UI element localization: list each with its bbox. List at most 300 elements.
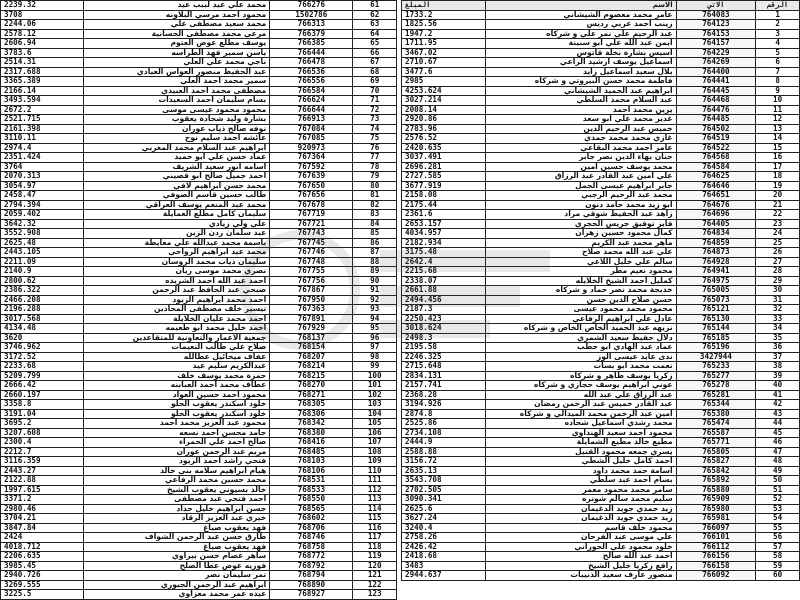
index-cell: 6: [756, 58, 800, 68]
name-cell: سالم علي خليل اللاعي: [485, 257, 676, 267]
amount-cell: 3677.919: [402, 181, 486, 191]
code-cell: 768485: [270, 447, 353, 457]
amount-cell: 2070.313: [1, 172, 84, 182]
right-table-row: [402, 267, 800, 277]
name-cell: عبد القادر خميس عبد الرحمن رمضان: [485, 400, 676, 410]
code-cell: 764584: [676, 162, 756, 172]
code-cell: 764269: [676, 58, 756, 68]
index-cell: 90: [353, 276, 397, 286]
amount-cell: 2215.68: [402, 267, 486, 277]
index-cell: 106: [353, 428, 397, 438]
right-table-row: [402, 181, 800, 191]
name-cell: زاهد عبد الحفيظ شوقي مراد: [485, 210, 676, 220]
index-cell: 110: [353, 466, 397, 476]
amount-cell: 3175.48: [402, 248, 486, 258]
code-cell: 768890: [270, 580, 353, 590]
amount-cell: 2239.32: [1, 1, 84, 11]
name-cell: محمود نعيم مطر: [485, 267, 676, 277]
name-cell: احمد محمد عليان الخلايلة: [84, 314, 270, 324]
amount-cell: 4018.712: [1, 542, 84, 552]
right-table-row: [402, 476, 800, 486]
index-cell: 24: [756, 229, 800, 239]
amount-cell: 3365.389: [1, 77, 84, 87]
right-table-row: [402, 162, 800, 172]
index-cell: 22: [756, 210, 800, 220]
amount-cell: 2834.131: [402, 371, 486, 381]
index-cell: 52: [756, 495, 800, 505]
left-table-row: [1, 115, 397, 125]
amount-cell: 2246.325: [402, 352, 486, 362]
name-cell: مريم عبد الرحمن عوران: [84, 447, 270, 457]
code-cell: 764625: [676, 172, 756, 182]
name-cell: محمود احمد مرسي البلاونه: [84, 10, 270, 20]
right-table-row: [402, 362, 800, 372]
index-cell: 121: [353, 571, 397, 581]
name-cell: ساهر عصام حسن بيراوي: [84, 552, 270, 562]
index-cell: 76: [353, 143, 397, 153]
right-table-row: [402, 466, 800, 476]
code-cell: 766913: [270, 115, 353, 125]
amount-cell: 2494.456: [402, 295, 486, 305]
code-cell: 764834: [676, 229, 756, 239]
right-table-row: [402, 371, 800, 381]
amount-cell: 2426.42: [402, 542, 486, 552]
name-cell: احمد عبد الله صالح: [485, 552, 676, 562]
left-table-row: [1, 523, 397, 533]
right-table-row: [402, 29, 800, 39]
name-cell: حنان بهاء الدين نصر جابر: [485, 153, 676, 163]
amount-cell: 3627.24: [402, 514, 486, 524]
name-cell: علي عبد الله محمد صلاح: [485, 248, 676, 258]
code-cell: 768533: [270, 485, 353, 495]
amount-cell: 4134.48: [1, 324, 84, 334]
header-row: [402, 1, 800, 11]
right-table-row: [402, 86, 800, 96]
index-cell: 123: [353, 590, 397, 600]
code-cell: 765981: [676, 514, 756, 524]
code-cell: 765344: [676, 400, 756, 410]
index-cell: 47: [756, 447, 800, 457]
index-cell: 115: [353, 514, 397, 524]
amount-cell: 4034.957: [402, 229, 486, 239]
name-cell: صبحي عبد الحافظ عبد الرحمن: [84, 286, 270, 296]
index-cell: 103: [353, 400, 397, 410]
name-cell: محمد حسين محمد الرفاعي: [84, 476, 270, 486]
name-cell: محمد عيد ابراهيم الرواحي: [84, 248, 270, 258]
left-table-row: [1, 86, 397, 96]
index-cell: 3: [756, 29, 800, 39]
code-cell: 768154: [270, 343, 353, 353]
name-cell: رافع زكريا خليل الشيخ: [485, 561, 676, 571]
right-table-row: [402, 20, 800, 30]
right-table-row: [402, 39, 800, 49]
code-cell: 764859: [676, 238, 756, 248]
amount-cell: 3477.6: [402, 67, 486, 77]
amount-cell: 2368.28: [402, 390, 486, 400]
amount-cell: 2985: [402, 77, 486, 87]
code-cell: 767363: [270, 305, 353, 315]
amount-cell: 3552.908: [1, 229, 84, 239]
name-cell: كمال محمود حسين زهران: [485, 229, 676, 239]
right-table-row: [402, 276, 800, 286]
right-table-row: [402, 210, 800, 220]
index-cell: 92: [353, 295, 397, 305]
right-table-row: [402, 191, 800, 201]
amount-cell: 3704.21: [1, 514, 84, 524]
amount-cell: 2443.105: [1, 248, 84, 258]
left-table-row: [1, 124, 397, 134]
amount-cell: 3194.926: [402, 400, 486, 410]
index-cell: 5: [756, 48, 800, 58]
code-cell: 768706: [270, 523, 353, 533]
name-cell: احمد خليل محمد ابو طعيمه: [84, 324, 270, 334]
code-cell: 768794: [270, 571, 353, 581]
index-cell: 122: [353, 580, 397, 590]
index-cell: 85: [353, 229, 397, 239]
code-cell: 766584: [270, 86, 353, 96]
amount-cell: 2351.424: [1, 153, 84, 163]
name-cell: بلال سعيد اسماعيل زايد: [485, 67, 676, 77]
name-cell: كمليل احمد الشيخ الخلايله: [485, 276, 676, 286]
index-cell: 72: [353, 105, 397, 115]
index-cell: 113: [353, 495, 397, 505]
name-cell: نوفه صالح ذياب عوران: [84, 124, 270, 134]
amount-cell: 3090.341: [402, 495, 486, 505]
right-table-row: [402, 10, 800, 20]
index-cell: 91: [353, 286, 397, 296]
name-cell: منصور عارف سعيد الذنيبات: [485, 571, 676, 581]
code-cell: 764229: [676, 48, 756, 58]
amount-cell: 2444.9: [402, 438, 486, 448]
index-cell: 28: [756, 267, 800, 277]
code-cell: 765121: [676, 305, 756, 315]
name-cell: محمد سعيد مصطفى علي: [84, 20, 270, 30]
right-table-row: [402, 295, 800, 305]
left-table-row: [1, 542, 397, 552]
index-cell: 40: [756, 381, 800, 391]
right-table-row: [402, 219, 800, 229]
right-table-row: [402, 58, 800, 68]
code-cell: 764441: [676, 77, 756, 87]
name-cell: عبد الحفيظ منصور العواس العبادي: [84, 67, 270, 77]
code-cell: 764400: [676, 67, 756, 77]
amount-cell: 3191.04: [1, 409, 84, 419]
name-cell: خالد بسيوني يعقوب الشيخ: [84, 485, 270, 495]
right-table-row: [402, 96, 800, 106]
code-cell: 766444: [270, 48, 353, 58]
amount-cell: 3543.708: [402, 476, 486, 486]
left-table-row: [1, 29, 397, 39]
name-cell: سليم محمد سالم شوتره: [485, 495, 676, 505]
code-cell: 766092: [676, 571, 756, 581]
index-cell: 112: [353, 485, 397, 495]
right-table-row: [402, 333, 800, 343]
code-cell: 767650: [270, 181, 353, 191]
index-cell: 55: [756, 523, 800, 533]
code-cell: 767721: [270, 219, 353, 229]
right-table-row: [402, 200, 800, 210]
amount-cell: 2920.86: [402, 115, 486, 125]
name-cell: طارق حسن عبد الرحمن الشواف: [84, 533, 270, 543]
amount-cell: 2653.157: [402, 219, 486, 229]
name-cell: صلاح علي طالب النعيمات: [84, 343, 270, 353]
index-cell: 19: [756, 181, 800, 191]
name-cell: عبد السلام محمد السلطي: [485, 96, 676, 106]
amount-cell: 2944.637: [402, 571, 486, 581]
right-table-row: [402, 48, 800, 58]
amount-cell: 2317.688: [1, 67, 84, 77]
code-cell: 765842: [676, 466, 756, 476]
amount-cell: 1997.615: [1, 485, 84, 495]
code-cell: 766313: [270, 20, 353, 30]
name-cell: خلود اسكندر يعقوب الحلو: [84, 409, 270, 419]
name-cell: بسام احمد عبد سلطي: [485, 476, 676, 486]
amount-cell: 2443.27: [1, 466, 84, 476]
name-cell: علي موسى عبد الفرحان: [485, 533, 676, 543]
amount-cell: 3493.594: [1, 96, 84, 106]
name-cell: فهد يعقوب صياغ: [84, 542, 270, 552]
left-table-row: [1, 276, 397, 286]
name-cell: محمد رشدي اسماعيل شحاده: [485, 419, 676, 429]
amount-cell: 2661.88: [402, 286, 486, 296]
code-cell: 765277: [676, 371, 756, 381]
code-cell: 768565: [270, 504, 353, 514]
name-cell: بشارة وليد شحادة يعقوب: [84, 115, 270, 125]
name-cell: محمود احمد حسين العواد: [84, 390, 270, 400]
name-cell: عبد الرحيم علي نمر علي و شركاه: [485, 29, 676, 39]
left-table: [0, 0, 397, 600]
amount-cell: 2250.423: [402, 314, 486, 324]
index-cell: 42: [756, 400, 800, 410]
name-cell: احمد فتحي عبد مصطفى: [84, 495, 270, 505]
right-table-row: [402, 447, 800, 457]
name-cell: ابراهيم عبد الرحمن الجبوري: [84, 580, 270, 590]
left-table-row: [1, 238, 397, 248]
code-cell: 768550: [270, 495, 353, 505]
amount-cell: 3764: [1, 162, 84, 172]
left-table-row: [1, 77, 397, 87]
amount-cell: 3620: [1, 333, 84, 343]
right-table-row: [402, 238, 800, 248]
index-cell: 74: [353, 124, 397, 134]
index-cell: 120: [353, 561, 397, 571]
index-cell: 70: [353, 86, 397, 96]
name-cell: نزيهه عبد الحميد الخاص الخاص و شركاه: [485, 324, 676, 334]
name-cell: طالب حسين قاسم الصوفي: [84, 191, 270, 201]
code-cell: 767592: [270, 162, 353, 172]
code-cell: 768271: [270, 390, 353, 400]
index-cell: 78: [353, 162, 397, 172]
index-cell: 60: [756, 571, 800, 581]
left-table-row: [1, 314, 397, 324]
amount-cell: 2758.26: [402, 533, 486, 543]
left-table-row: [1, 67, 397, 77]
name-cell: محمد عبد المنعم يوسف العراقي: [84, 200, 270, 210]
amount-cell: 3027.214: [402, 96, 486, 106]
amount-cell: 2059.402: [1, 210, 84, 220]
code-cell: 766556: [270, 77, 353, 87]
name-cell: عبد الرزاق علي عبد الله: [485, 390, 676, 400]
right-table-row: [402, 77, 800, 87]
index-cell: 99: [353, 362, 397, 372]
code-cell: 764522: [676, 143, 756, 153]
code-cell: 764083: [676, 10, 756, 20]
name-cell: اسماعيل يوسف ارشيد الراعي: [485, 58, 676, 68]
amount-cell: 2702.505: [402, 485, 486, 495]
left-table-row: [1, 181, 397, 191]
left-table-row: [1, 200, 397, 210]
code-cell: 765827: [676, 457, 756, 467]
amount-cell: 2576.52: [402, 134, 486, 144]
right-table-row: [402, 305, 800, 315]
index-cell: 63: [353, 20, 397, 30]
index-cell: 64: [353, 29, 397, 39]
index-cell: 11: [756, 105, 800, 115]
header-amount: المبلغ: [402, 1, 486, 11]
code-cell: 765278: [676, 381, 756, 391]
code-cell: 765144: [676, 324, 756, 334]
code-cell: 764651: [676, 191, 756, 201]
amount-cell: 3783.6: [1, 48, 84, 58]
index-cell: 21: [756, 200, 800, 210]
amount-cell: 3110.11: [1, 134, 84, 144]
code-cell: 767748: [270, 257, 353, 267]
code-cell: 764873: [676, 248, 756, 258]
index-cell: 20: [756, 191, 800, 201]
name-cell: خلود محمود علي الحوراني: [485, 542, 676, 552]
index-cell: 101: [353, 381, 397, 391]
code-cell: 766478: [270, 58, 353, 68]
left-table-row: [1, 590, 397, 600]
index-cell: 86: [353, 238, 397, 248]
index-cell: 57: [756, 542, 800, 552]
name-cell: يزين محمد احمد: [485, 105, 676, 115]
amount-cell: 3642.32: [1, 219, 84, 229]
name-cell: زينب احمد عربي رديس: [485, 20, 676, 30]
name-cell: حامد محسن احمد نسعه: [84, 428, 270, 438]
index-cell: 116: [353, 523, 397, 533]
name-cell: ايمن عبد الله علي ابو سنينة: [485, 39, 676, 49]
amount-cell: 2233.68: [1, 362, 84, 372]
right-table-row: [402, 400, 800, 410]
index-cell: 17: [756, 162, 800, 172]
name-cell: عادل علي ابراهيم الرفاعي: [485, 314, 676, 324]
code-cell: 767756: [270, 276, 353, 286]
code-cell: 765880: [676, 485, 756, 495]
name-cell: احمد كامل خليل الشطي: [485, 457, 676, 467]
amount-cell: 2588.88: [402, 447, 486, 457]
index-cell: 9: [756, 86, 800, 96]
amount-cell: 2300.4: [1, 438, 84, 448]
header-code: الاتي: [676, 1, 756, 11]
right-table-row: [402, 352, 800, 362]
right-table-row: [402, 124, 800, 134]
index-cell: 51: [756, 485, 800, 495]
name-cell: محمود محمد محمود عيسى: [485, 305, 676, 315]
name-cell: خلود اسكندر يعقوب الحلو: [84, 400, 270, 410]
index-cell: 69: [353, 77, 397, 87]
code-cell: 765587: [676, 428, 756, 438]
code-cell: 768792: [270, 561, 353, 571]
index-cell: 33: [756, 314, 800, 324]
code-cell: 764941: [676, 267, 756, 277]
index-cell: 81: [353, 191, 397, 201]
name-cell: محمود محمود عيسى موسى: [84, 105, 270, 115]
code-cell: 768305: [270, 400, 353, 410]
code-cell: 765185: [676, 333, 756, 343]
code-cell: 764468: [676, 96, 756, 106]
left-table-row: [1, 561, 397, 571]
left-table-row: [1, 476, 397, 486]
amount-cell: 1947.2: [402, 29, 486, 39]
amount-cell: 2498.3: [402, 333, 486, 343]
index-cell: 97: [353, 343, 397, 353]
name-cell: عامر احمد محمد البقاعي: [485, 143, 676, 153]
code-cell: 766379: [270, 29, 353, 39]
amount-cell: 2696.281: [402, 162, 486, 172]
index-cell: 82: [353, 200, 397, 210]
name-cell: غازي محمد محمد حمدي: [485, 134, 676, 144]
amount-cell: 2635.13: [402, 466, 486, 476]
code-cell: 767678: [270, 200, 353, 210]
amount-cell: 2212.7: [1, 447, 84, 457]
code-cell: 764157: [676, 39, 756, 49]
right-table-row: [402, 571, 800, 581]
code-cell: 767084: [270, 124, 353, 134]
amount-cell: 2874.8: [402, 409, 486, 419]
name-cell: صالح احمد علي الحمراء: [84, 438, 270, 448]
name-cell: ماهر محمد عبد الكريم: [485, 238, 676, 248]
code-cell: 766385: [270, 39, 353, 49]
index-cell: 75: [353, 134, 397, 144]
amount-cell: 3985.45: [1, 561, 84, 571]
code-cell: 768746: [270, 533, 353, 543]
name-cell: عبد سلمان ردن الزين: [84, 229, 270, 239]
code-cell: 764445: [676, 86, 756, 96]
amount-cell: 4253.624: [402, 86, 486, 96]
index-cell: 25: [756, 238, 800, 248]
index-cell: 23: [756, 219, 800, 229]
amount-cell: 3371.2: [1, 495, 84, 505]
code-cell: 767867: [270, 286, 353, 296]
index-cell: 56: [756, 533, 800, 543]
index-cell: 84: [353, 219, 397, 229]
name-cell: اسامه انور سعيد الشريف: [84, 162, 270, 172]
code-cell: 764476: [676, 105, 756, 115]
right-table-row: [402, 485, 800, 495]
index-cell: 108: [353, 447, 397, 457]
left-table-row: [1, 352, 397, 362]
right-table-row: [402, 542, 800, 552]
index-cell: 109: [353, 457, 397, 467]
name-cell: فايز توفيق جريس الحجري: [485, 219, 676, 229]
index-cell: 105: [353, 419, 397, 429]
code-cell: 767639: [270, 172, 353, 182]
amount-cell: 2466.208: [1, 295, 84, 305]
name-cell: جمعية الاعمار والتعاونية للمتقاعدين: [84, 333, 270, 343]
code-cell: 767656: [270, 191, 353, 201]
index-cell: 1: [756, 10, 800, 20]
amount-cell: 3156.72: [402, 457, 486, 467]
amount-cell: 2175.44: [402, 200, 486, 210]
code-cell: 764676: [676, 200, 756, 210]
right-table-row: [402, 428, 800, 438]
index-cell: 114: [353, 504, 397, 514]
left-table-row: [1, 191, 397, 201]
name-cell: مرعي محمد مصطفى الحسانية: [84, 29, 270, 39]
right-table-row: [402, 115, 800, 125]
amount-cell: 3207.608: [1, 428, 84, 438]
